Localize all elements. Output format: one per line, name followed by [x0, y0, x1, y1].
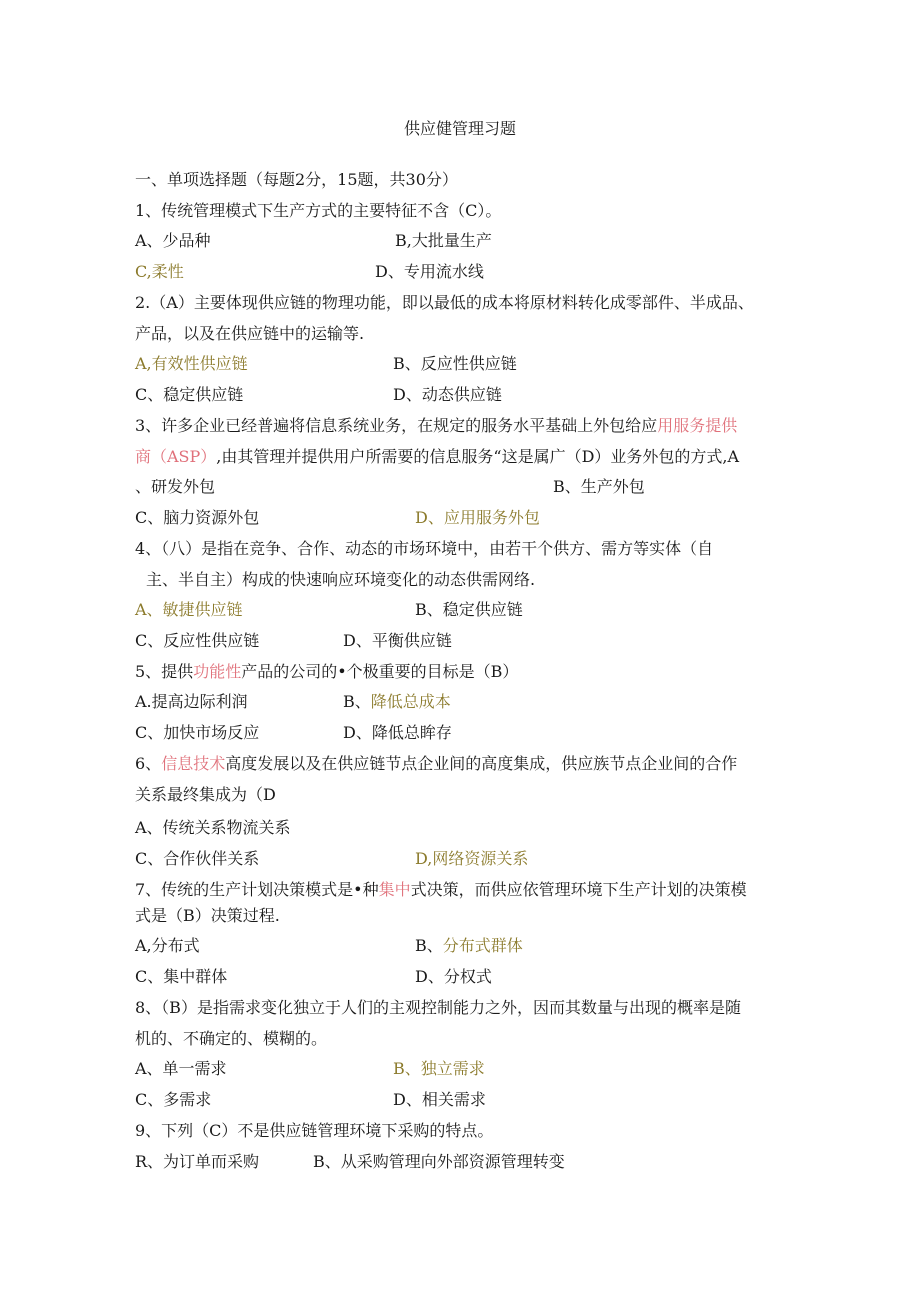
q7-stem-post: 式决策，而供应依管理环境下生产计划的决策模 — [410, 880, 747, 899]
q5-option-a: A.提高边际利润 — [135, 692, 248, 711]
q6-stem-line1 — [135, 754, 737, 774]
q4-option-a: A、敏捷供应链 — [135, 600, 243, 619]
q5-option-d: D、降低总眸存 — [343, 723, 452, 742]
q7-option-c: C、集中群体 — [135, 967, 228, 986]
q3-highlight-asp-2: 商（ASP） — [135, 447, 217, 466]
q9-option-a: R、为订单而采购 — [135, 1152, 260, 1171]
q9-option-b: B、从采购管理向外部资源管理转变 — [313, 1152, 565, 1171]
section-heading: 一、单项选择题（每题2分，15题，共30分） — [135, 170, 458, 189]
q4-option-d: D、平衡供应链 — [343, 631, 452, 650]
q6-stem-line2: 关系最终集成为（D — [135, 785, 276, 804]
q7-option-b-text: 分布式群体 — [442, 936, 523, 955]
q1-option-b: B,大批量生产 — [395, 231, 492, 250]
q2-stem-line1: 2.（A）主要体现供应链的物理功能，即以最低的成本将原材料转化成零部件、半成品、 — [135, 293, 754, 312]
q7-stem-line2: 式是（B）决策过程. — [135, 906, 280, 925]
q2-option-d: D、动态供应链 — [393, 385, 502, 404]
q7-option-b — [415, 936, 523, 956]
q2-option-a: A,有效性供应链 — [135, 354, 248, 373]
q2-option-b: B、反应性供应链 — [393, 354, 517, 373]
q5-stem-post: 产品的公司的•个极重要的目标是（B） — [241, 662, 519, 681]
document-title: 供应健管理习题 — [403, 119, 516, 138]
q8-option-d: D、相关需求 — [393, 1090, 486, 1109]
q8-stem-line1: 8、（B）是指需求变化独立于人们的主观控制能力之外，因而其数量与出现的概率是随 — [135, 998, 741, 1017]
q4-option-c: C、反应性供应链 — [135, 631, 260, 650]
q3-stem-line1 — [135, 416, 737, 436]
q6-stem-post: 高度发展以及在供应链节点企业间的高度集成，供应族节点企业间的合作 — [225, 754, 738, 773]
q7-option-a: A,分布式 — [135, 936, 200, 955]
q3-option-c: C、脑力资源外包 — [135, 508, 260, 527]
q7-highlight: 集中 — [378, 880, 411, 899]
q3-option-a: 、研发外包 — [135, 477, 216, 496]
q8-option-c: C、多需求 — [135, 1090, 212, 1109]
q3-highlight-asp-1: 用服务提供 — [657, 416, 738, 435]
q2-stem-line2: 产品，以及在供应链中的运输等. — [135, 324, 365, 343]
q5-option-b-letter: B、 — [343, 692, 371, 711]
q3-stem-line1-text: 3、许多企业已经普遍将信息系统业务，在规定的服务水平基础上外包给应 — [135, 416, 658, 435]
q7-option-b-letter: B、 — [415, 936, 443, 955]
q1-option-c: C,柔性 — [135, 262, 184, 281]
q6-option-a: A、传统关系物流关系 — [135, 818, 291, 837]
q1-stem: 1、传统管理模式下生产方式的主要特征不含（C）。 — [135, 201, 502, 220]
q5-highlight: 功能性 — [193, 662, 242, 681]
q4-option-b: B、稳定供应链 — [415, 600, 523, 619]
q8-stem-line2: 机的、不确定的、模糊的。 — [135, 1029, 328, 1048]
q3-stem-line2-text: ,由其管理并提供用户所需要的信息服务“这是属广（D）业务外包的方式,A — [216, 447, 740, 466]
q5-option-c: C、加快市场反应 — [135, 723, 260, 742]
q6-option-d: D,网络资源关系 — [415, 849, 529, 868]
q1-option-a: A、少品种 — [135, 231, 211, 250]
q4-stem-line1: 4、（八）是指在竞争、合作、动态的市场环境中，由若干个供方、需方等实体（自 — [135, 539, 714, 558]
q7-stem-line1 — [135, 880, 747, 900]
q2-option-c: C、稳定供应链 — [135, 385, 244, 404]
q5-option-b — [343, 692, 451, 712]
q8-option-a: A、单一需求 — [135, 1059, 227, 1078]
q8-option-b: B、独立需求 — [393, 1059, 485, 1078]
q6-stem-pre: 6、 — [135, 754, 162, 773]
q6-highlight: 信息技术 — [161, 754, 226, 773]
q7-option-d: D、分权式 — [415, 967, 492, 986]
q1-option-d: D、专用流水线 — [375, 262, 484, 281]
q3-stem-line2 — [135, 447, 739, 467]
q5-stem-pre: 5、提供 — [135, 662, 194, 681]
q5-stem — [135, 662, 518, 682]
q3-option-d: D、应用服务外包 — [415, 508, 540, 527]
q5-option-b-text: 降低总成本 — [370, 692, 451, 711]
q7-stem-pre: 7、传统的生产计划决策模式是•种 — [135, 880, 379, 899]
q3-option-b: B、生产外包 — [553, 477, 645, 496]
q9-stem: 9、下列（C）不是供应链管理环境下采购的特点。 — [135, 1121, 494, 1140]
q4-stem-line2: 主、半自主）构成的快速响应环境变化的动态供需网络. — [146, 570, 536, 589]
q6-option-c: C、合作伙伴关系 — [135, 849, 260, 868]
